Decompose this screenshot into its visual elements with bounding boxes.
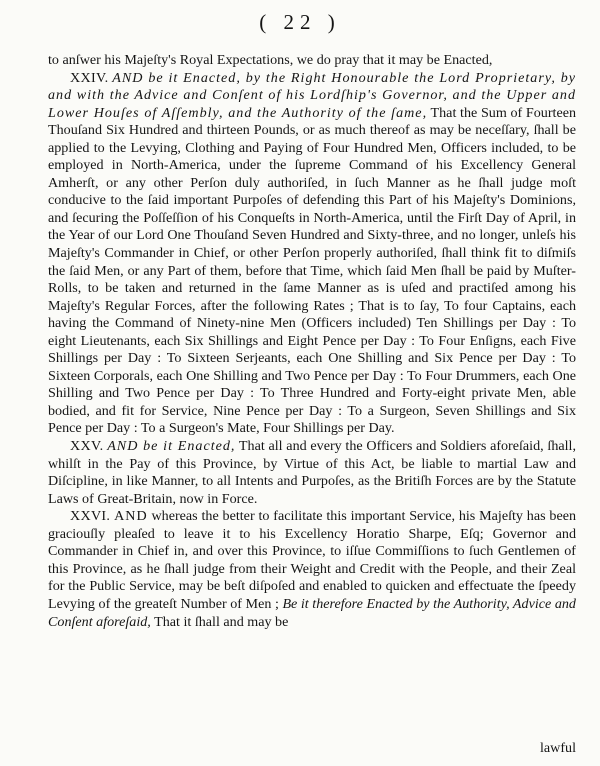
section-text: That all and every the Officers and Soldiers aforeſaid, ſhall, whilſt in the Pay of this Province, by Virtue of this Act, be liable to martial Law and Diſcipline, in like Manner, to all Intents and Purpoſes, as the Britiſh Forces are by the Statute Laws of Great-Britain, now in Force. [48,438,576,507]
paragraph-xxiv [48,70,576,438]
page-number: ( 22 ) [259,10,341,34]
enacting-clause: AND be it Enacted, by the Right Honourable the Lord Proprietary, by and with the Advice and Conſent of his Lordſhip's Governor, and the Upper and Lower Houſes of Aſſembly, and the Authority of the ſame, [48,69,576,121]
continuation-text: to anſwer his Majeſty's Royal Expectations, we do pray that it may be Enacted, [48,52,493,68]
document-body [48,52,576,631]
paragraph-xxv [48,438,576,508]
section-number: XXVI. [70,508,111,525]
catchword: lawful [539,740,576,756]
section-text: That the Sum of Fourteen Thouſand Six Hundred and thirteen Pounds, or as much thereof as may be neceſſary, ſhall be applied to the Levying, Clothing and Paying of Four Hundred Men, Officers included, to be employed in North-America, under the ſupreme Command of his Excellency General Amherſt, or any other Perſon duly authoriſed, in ſuch Manner as he ſhall judge moſt conducive to the ſaid important Purpoſes of defending this Part of his Majeſty's Dominions, and ſecuring the Poſſeſſion of his Conqueſts in North-America, until the Firſt Day of April, in the Year of our Lord One Thouſand Seven Hundred and Sixty-three, and no longer, unleſs his Majeſty's Commander in Chief, or other Perſon properly authoriſed, ſhall think fit to diſmiſs the ſaid Men, or any Part of them, before that Time, which ſaid Men ſhall be paid by Muſter-Rolls, to be taken and returned in the ſame Manner as is uſed and practiſed among his Majeſty's Regular Forces, after the following Rates ; That is to ſay, To four Captains, each having the Command of Ninety-nine Men (Officers included) Ten Shillings per Day : To eight Lieutenants, each Six Shillings and Eight Pence per Day : To Four Enſigns, each Five Shillings per Day : To Sixteen Serjeants, each One Shilling and Six Pence per Day : To Sixteen Corporals, each One Shilling and Two Pence per Day : To Four Drummers, each One Shilling and Two Pence per Day : To Three Hundred and Forty-eight private Men, able bodied, and fit for Service, Nine Pence per Day : To a Surgeon, Seven Shillings and Six Pence per Day : To a Surgeon's Mate, Four Shillings per Day. [48,104,576,437]
section-end-text: That it ſhall and may be [154,613,289,630]
paragraph-continuation [48,52,576,70]
enacting-tail: Be it therefore Enacted by the Authority, Advice and Conſent aforeſaid, [48,595,576,630]
section-number: XXV. [70,438,104,455]
enacting-clause: AND [114,508,148,525]
section-text: whereas the better to facilitate this important Service, his Majeſty has been graciouſly pleaſed to leave it to his Excellency Horatio Sharpe, Eſq; Governor and Commander in Chief in, and over this Province, to iſſue Commiſſions to ſuch Gentlemen of this Province, as he ſhall judge from their Weight and Credit with the People, and their Zeal for the Public Service, may be beſt diſpoſed and enabled to quicken and effectuate the ſpeedy Levying of the greateſt Number of Men ; [48,508,577,612]
paragraph-xxvi [48,508,576,631]
enacting-clause: AND be it Enacted, [107,438,236,455]
section-number: XXIV. [70,69,109,86]
